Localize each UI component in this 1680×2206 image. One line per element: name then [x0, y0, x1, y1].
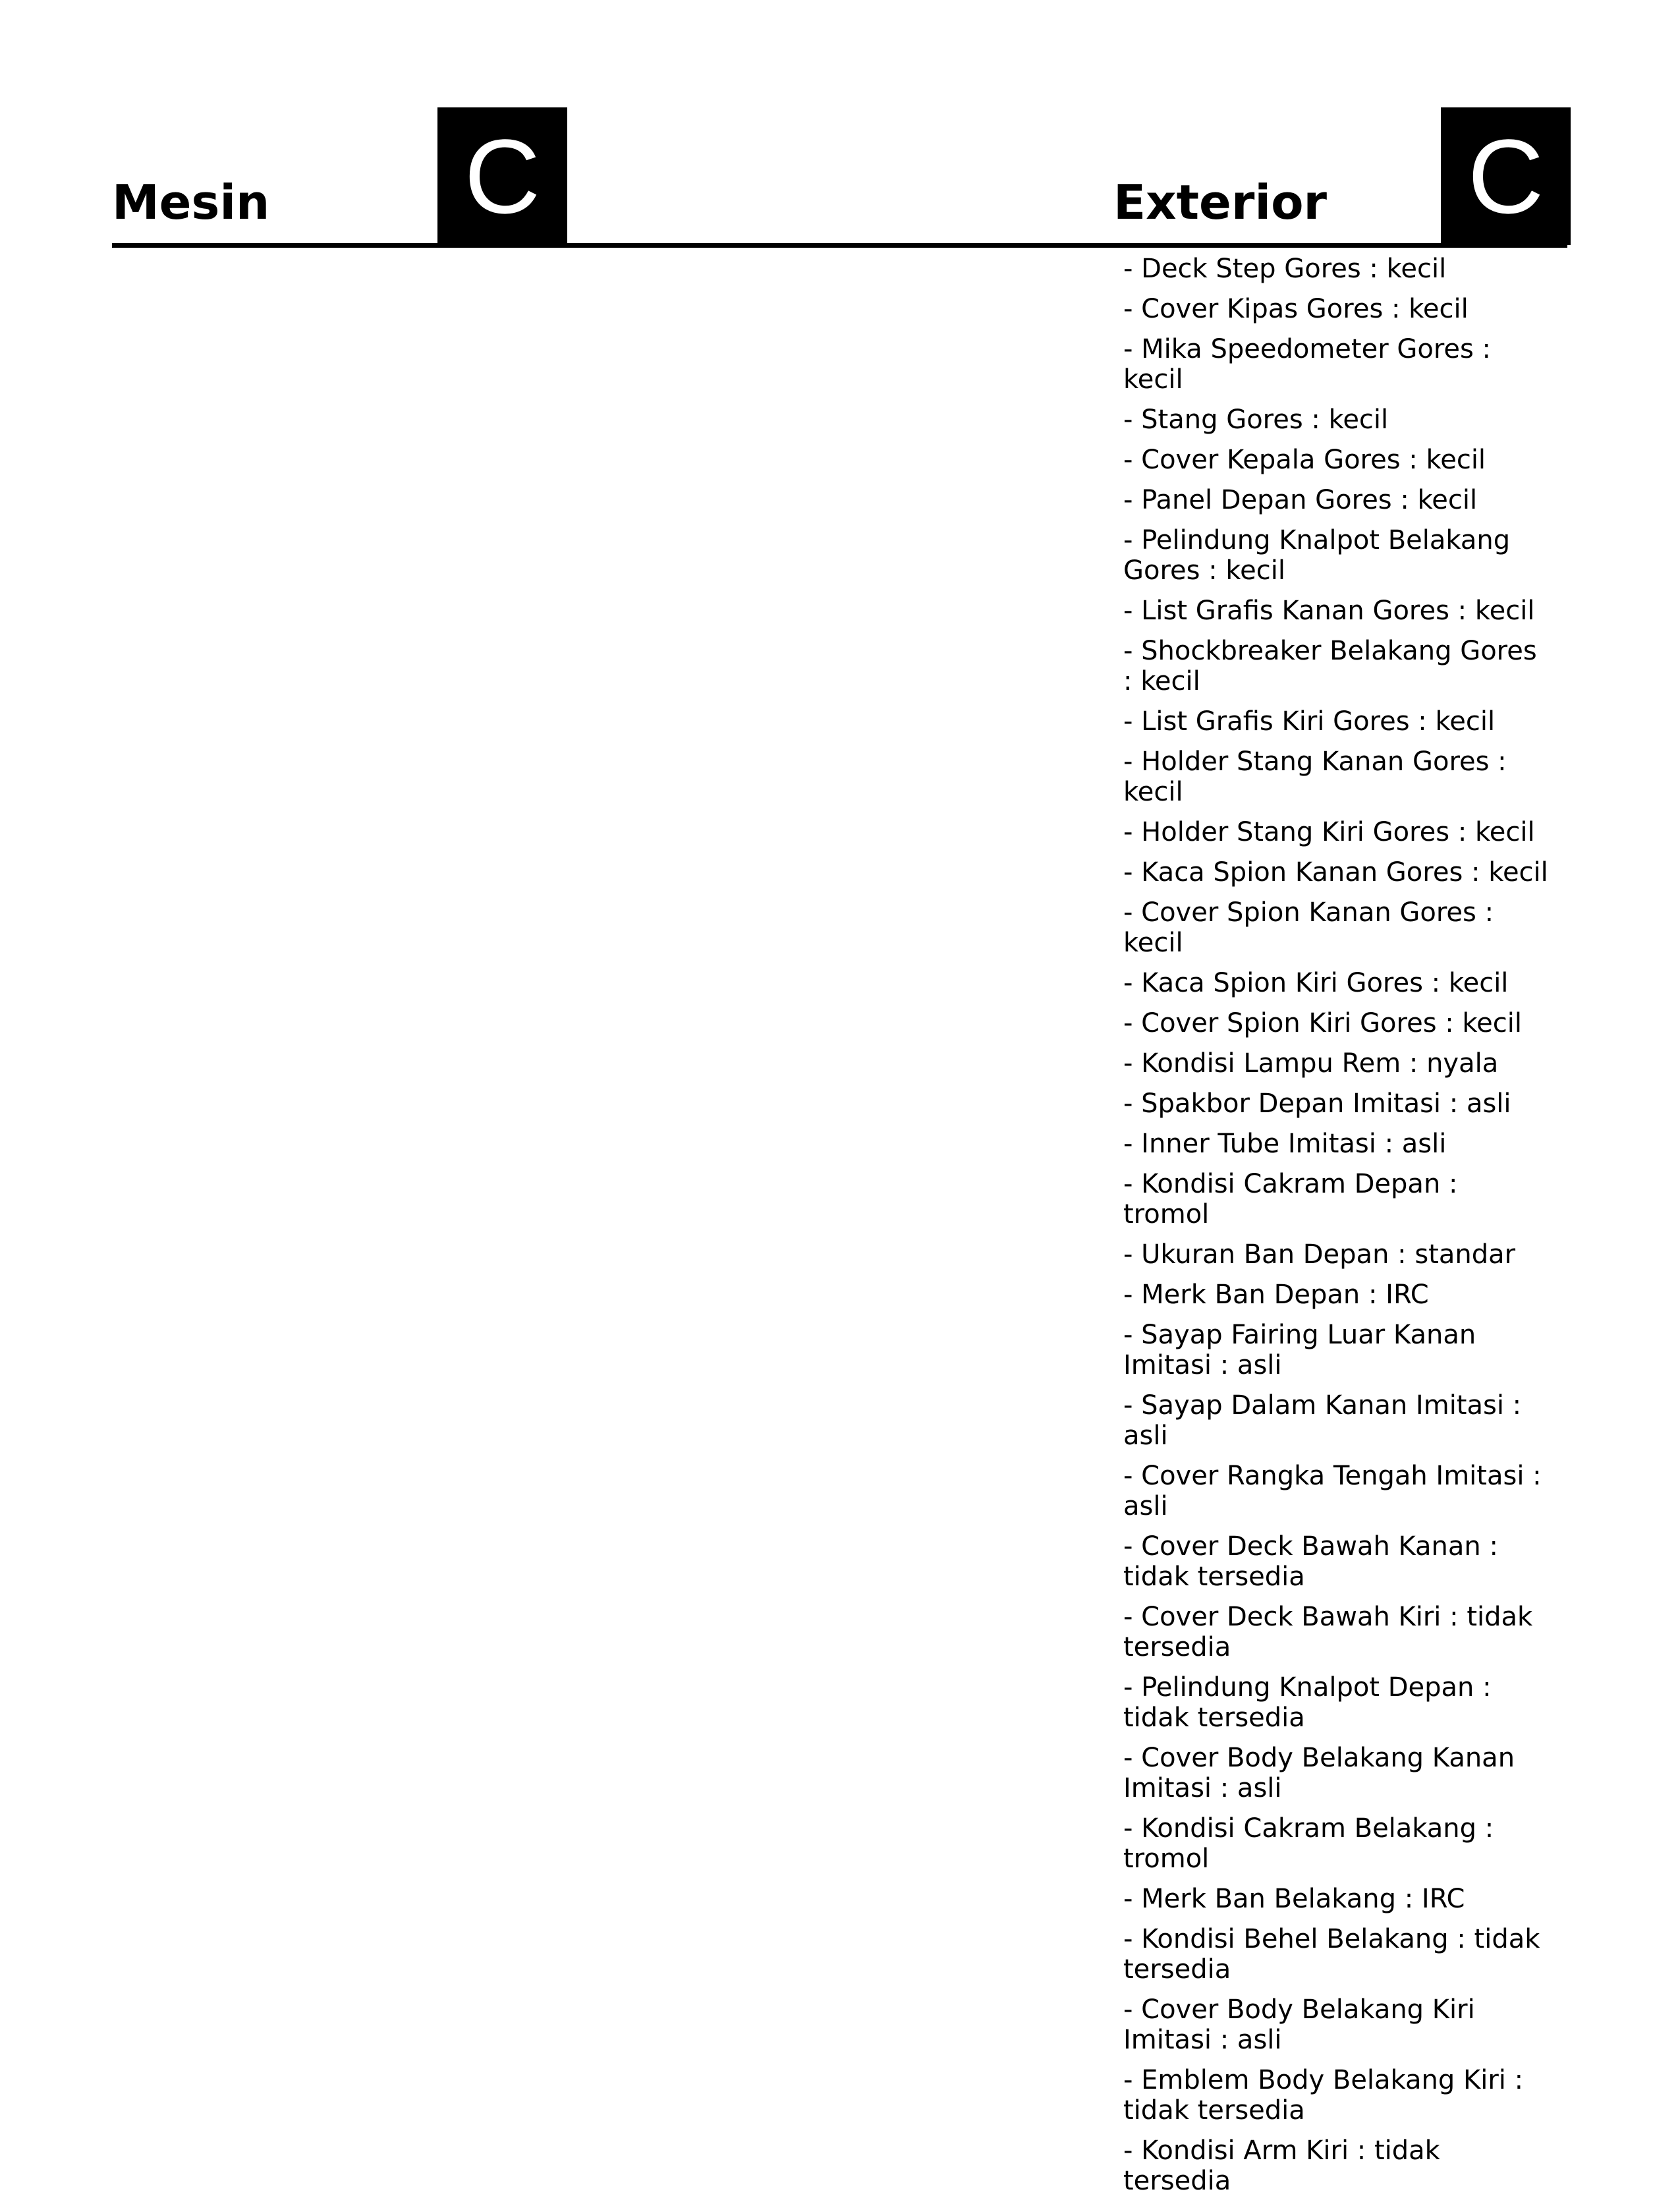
list-item: - Kondisi Arm Kiri : tidak tersedia	[1123, 2135, 1440, 2196]
list-item: - Cover Body Belakang Kanan Imitasi : asli	[1123, 1743, 1515, 1803]
list-item: - Panel Depan Gores : kecil	[1123, 485, 1478, 515]
list-item: - Pelindung Knalpot Belakang Gores : kecil	[1123, 525, 1511, 586]
list-item: - Holder Stang Kanan Gores : kecil	[1123, 747, 1507, 807]
list-item: - Kaca Spion Kiri Gores : kecil	[1123, 968, 1509, 998]
list-item: - Mika Speedometer Gores : kecil	[1123, 334, 1492, 395]
exterior-findings-list	[1123, 254, 1552, 2206]
list-item: - Cover Spion Kanan Gores : kecil	[1123, 897, 1494, 958]
list-item: - Emblem Body Belakang Kiri : tidak tersedia	[1123, 2065, 1524, 2126]
header-divider	[112, 243, 1567, 248]
list-item: - Shockbreaker Belakang Gores : kecil	[1123, 636, 1537, 696]
list-item: - Kondisi Behel Belakang : tidak tersedia	[1123, 1924, 1540, 1985]
list-item: - Inner Tube Imitasi : asli	[1123, 1129, 1447, 1159]
list-item: - Sayap Dalam Kanan Imitasi : asli	[1123, 1390, 1522, 1451]
list-item: - Cover Kepala Gores : kecil	[1123, 445, 1486, 475]
list-item: - Ukuran Ban Depan : standar	[1123, 1239, 1516, 1270]
list-item: - Cover Kipas Gores : kecil	[1123, 294, 1469, 324]
list-item: - Merk Ban Belakang : IRC	[1123, 1884, 1465, 1914]
list-item: - Cover Deck Bawah Kanan : tidak tersedia	[1123, 1531, 1498, 1592]
list-item: - Stang Gores : kecil	[1123, 405, 1389, 435]
list-item: - List Grafis Kanan Gores : kecil	[1123, 596, 1535, 626]
list-item: - Kondisi Cakram Depan : tromol	[1123, 1169, 1458, 1230]
list-item: - Kondisi Cakram Belakang : tromol	[1123, 1813, 1494, 1874]
list-item: - Spakbor Depan Imitasi : asli	[1123, 1089, 1511, 1119]
list-item: - List Grafis Kiri Gores : kecil	[1123, 706, 1496, 737]
list-item: - Cover Spion Kiri Gores : kecil	[1123, 1008, 1522, 1038]
exterior-section-title: Exterior	[1113, 175, 1328, 230]
list-item: - Merk Ban Depan : IRC	[1123, 1280, 1429, 1310]
mesin-grade-badge: C	[437, 107, 567, 245]
list-item: - Deck Step Gores : kecil	[1123, 254, 1447, 284]
list-item: - Cover Deck Bawah Kiri : tidak tersedia	[1123, 1602, 1533, 1662]
list-item: - Cover Body Belakang Kiri Imitasi : asli	[1123, 1994, 1475, 2055]
mesin-section-title: Mesin	[112, 175, 270, 230]
list-item: - Kaca Spion Kanan Gores : kecil	[1123, 857, 1548, 888]
list-item: - Pelindung Knalpot Depan : tidak tersedia	[1123, 1672, 1492, 1733]
list-item: - Sayap Fairing Luar Kanan Imitasi : asli	[1123, 1320, 1476, 1380]
list-item: - Holder Stang Kiri Gores : kecil	[1123, 817, 1535, 847]
exterior-grade-badge: C	[1441, 107, 1571, 245]
list-item: - Kondisi Lampu Rem : nyala	[1123, 1048, 1499, 1079]
list-item: - Cover Rangka Tengah Imitasi : asli	[1123, 1461, 1542, 1521]
